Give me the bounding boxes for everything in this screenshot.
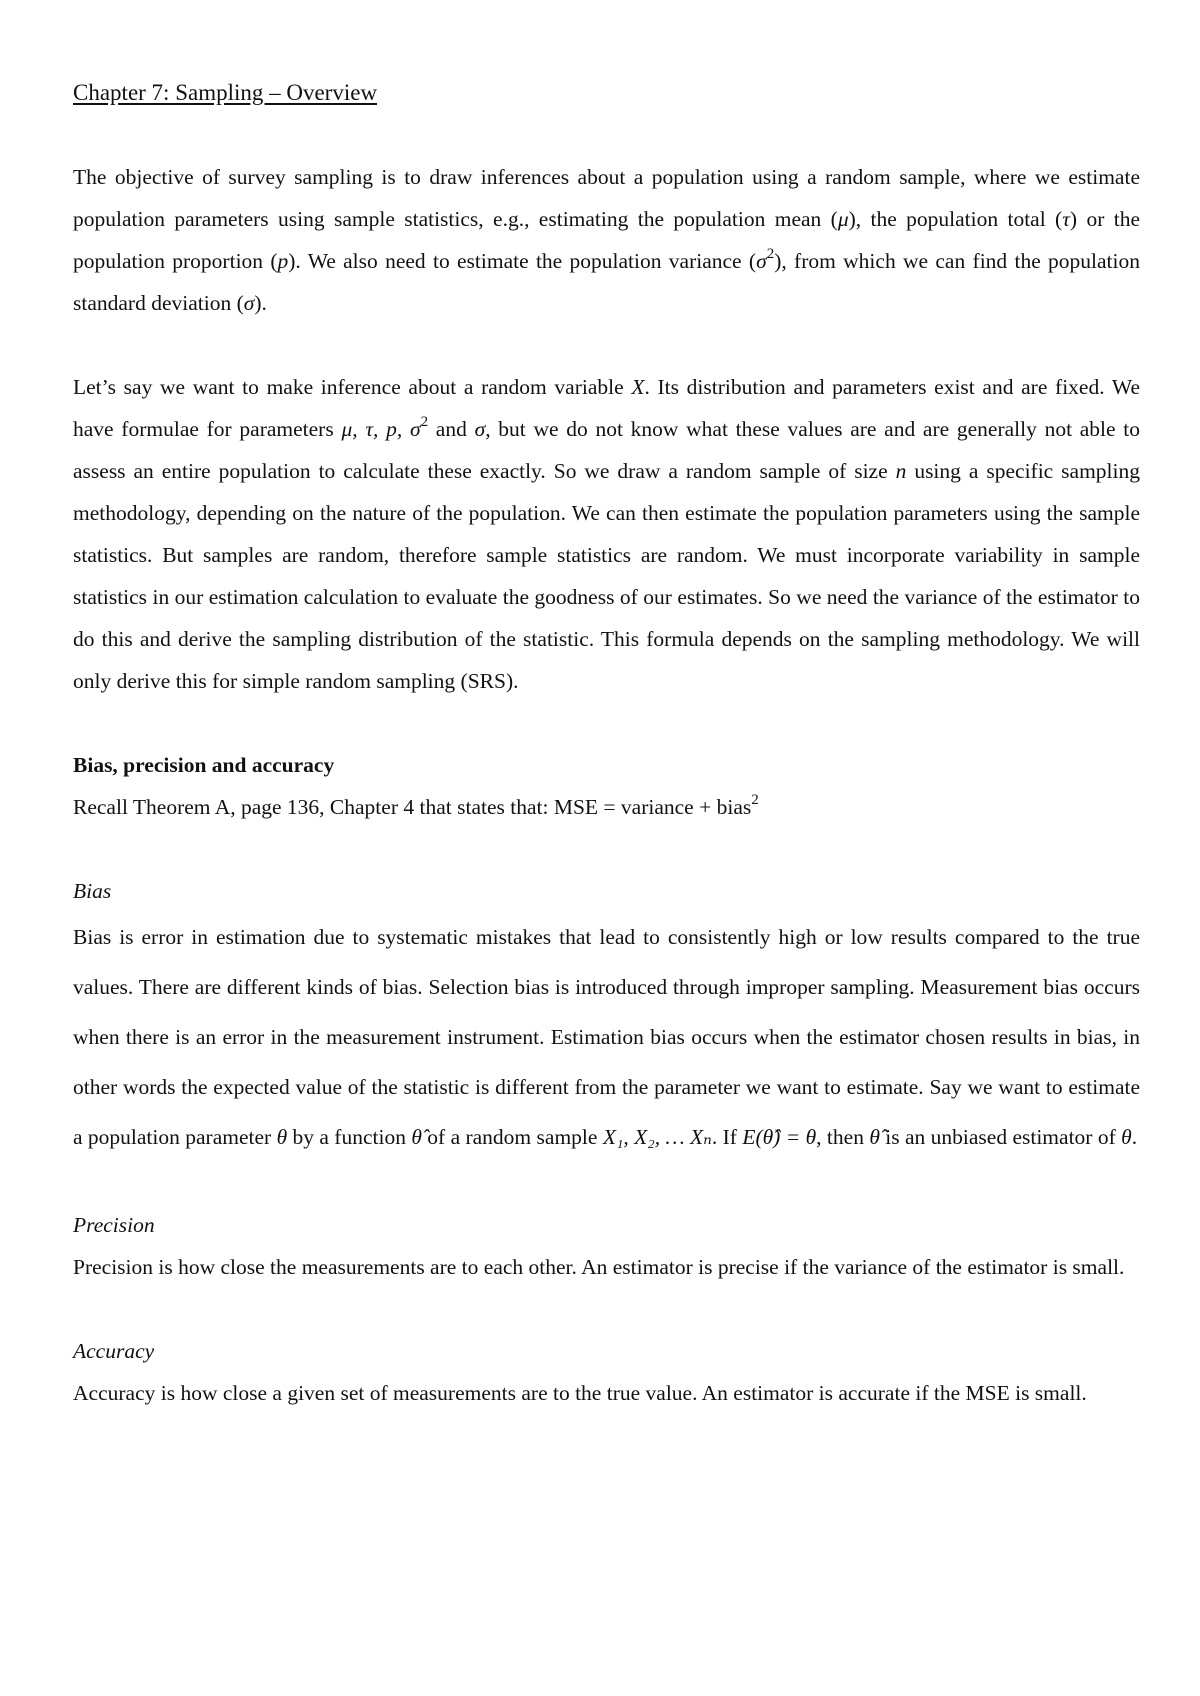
- theorem-recall: [73, 786, 1140, 828]
- sigma-symbol: σ: [756, 249, 767, 273]
- theta-hat-symbol: θ̂: [411, 1125, 422, 1149]
- theta-symbol: θ: [1121, 1125, 1132, 1149]
- precision-heading: Precision: [73, 1213, 155, 1237]
- theta-hat-symbol: θ̂: [869, 1125, 880, 1149]
- superscript-two: 2: [420, 413, 429, 430]
- paragraph-text: , but we do not know what these values are and are generally not able to assess an entire population to calculate these exactly. So we draw a random sample of size: [73, 417, 1141, 483]
- intro-text: ), the population total (: [848, 207, 1063, 231]
- bias-text: . If: [711, 1125, 743, 1149]
- paragraph-text: and: [428, 417, 475, 441]
- bias-text: of a random sample: [421, 1125, 603, 1149]
- inference-paragraph: [73, 366, 1140, 702]
- bias-heading: Bias: [73, 879, 112, 903]
- intro-text: ) or the population proportion (: [73, 207, 1140, 273]
- sigma-symbol: σ: [474, 417, 486, 441]
- chapter-title: Chapter 7: Sampling – Overview: [73, 80, 378, 105]
- paragraph-text: . Its distribution and parameters exist and are fixed. We have formulae for parameters: [73, 375, 1140, 441]
- intro-text: ). We also need to estimate the population variance (: [288, 249, 757, 273]
- intro-text: The objective of survey sampling is to draw inferences about a population using a random sample, where we estimate population parameters using sample statistics, e.g., estimating the population mean (: [73, 165, 1140, 231]
- expectation-formula: E(θ̂) = θ: [742, 1125, 817, 1149]
- intro-paragraph: [73, 156, 1140, 324]
- tau-symbol: τ: [1062, 207, 1070, 231]
- recall-text: Recall Theorem A, page 136, Chapter 4 that states that: MSE = variance + bias: [73, 795, 752, 819]
- paragraph-text: Let’s say we want to make inference about a random variable: [73, 375, 632, 399]
- n-symbol: n: [895, 459, 907, 483]
- bias-paragraph: [73, 912, 1140, 1162]
- theta-symbol: θ: [276, 1125, 288, 1149]
- bias-text: by a function: [287, 1125, 412, 1149]
- intro-text: ), from which we can find the population standard deviation (: [73, 249, 1141, 315]
- parameter-symbols: μ, τ, p, σ: [341, 417, 421, 441]
- precision-paragraph: Precision is how close the measurements are to each other. An estimator is precise if the variance of the estimator is small.: [73, 1255, 1125, 1279]
- bias-text: .: [1131, 1125, 1138, 1149]
- accuracy-heading: Accuracy: [73, 1339, 155, 1363]
- mu-symbol: μ: [837, 207, 849, 231]
- section-heading: Bias, precision and accuracy: [73, 753, 335, 777]
- sample-variables: X₁, X₂, … Xₙ: [602, 1125, 712, 1149]
- bias-text: , then: [816, 1125, 870, 1149]
- bias-text: Bias is error in estimation due to systematic mistakes that lead to consistently high or low results compared to the true values. There are different kinds of bias. Selection bias is introduced through improper sampling. Measurement bias occurs when there is an error in the measurement instrument. Estimation bias occurs when the estimator chosen results in bias, in other words the expected value of the statistic is different from the parameter we want to estimate. Say we want to estimate a population parameter: [73, 925, 1140, 1149]
- accuracy-paragraph: Accuracy is how close a given set of measurements are to the true value. An estimator is accurate if the MSE is small.: [73, 1381, 1087, 1405]
- superscript-two: 2: [766, 245, 775, 262]
- intro-text: ).: [254, 291, 267, 315]
- bias-text: is an unbiased estimator of: [879, 1125, 1122, 1149]
- p-symbol: p: [277, 249, 289, 273]
- sigma-symbol: σ: [243, 291, 255, 315]
- paragraph-text: using a specific sampling methodology, depending on the nature of the population. We can then estimate the population parameters using the sample statistics. But samples are random, therefore sample statistics are random. We must incorporate variability in sample statistics in our estimation calculation to evaluate the goodness of our estimates. So we need the variance of the estimator to do this and derive the sampling distribution of the statistic. This formula depends on the sampling methodology. We will only derive this for simple random sampling (SRS).: [73, 459, 1140, 693]
- superscript-two: 2: [751, 791, 759, 808]
- x-symbol: X: [631, 375, 645, 399]
